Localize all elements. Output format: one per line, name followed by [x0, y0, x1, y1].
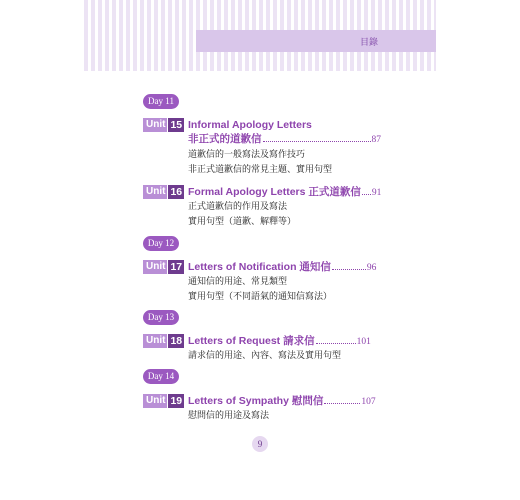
- unit-title[interactable]: [188, 394, 376, 409]
- unit-description: 正式道歉信的作用及寫法: [188, 201, 288, 211]
- dot-leader: [332, 269, 366, 270]
- unit-description: 非正式道歉信的常見主題、實用句型: [188, 164, 333, 174]
- unit-description: 實用句型（不同語氣的通知信寫法）: [188, 291, 333, 301]
- page-title: 目錄: [359, 37, 378, 47]
- unit-word: Unit: [143, 118, 167, 132]
- unit-word: Unit: [143, 394, 167, 408]
- unit-badge: [143, 185, 184, 199]
- unit-badge: [143, 394, 184, 408]
- unit-title-text: Letters of Request 請求信: [188, 335, 315, 347]
- dot-leader: [263, 141, 371, 142]
- unit-word: Unit: [143, 260, 167, 274]
- unit-title-text: Letters of Notification 通知信: [188, 261, 331, 273]
- unit-number: 17: [167, 260, 184, 274]
- unit-number: 18: [167, 334, 184, 348]
- unit-number: 19: [167, 394, 184, 408]
- dot-leader: [324, 403, 360, 404]
- page-number: 107: [361, 397, 376, 407]
- unit-description: 通知信的用途、常見類型: [188, 276, 288, 286]
- unit-title[interactable]: [188, 185, 381, 200]
- unit-description: 道歉信的一般寫法及寫作技巧: [188, 149, 306, 159]
- unit-badge: [143, 118, 184, 132]
- dot-leader: [362, 194, 371, 195]
- unit-title[interactable]: [188, 260, 376, 275]
- unit-description: 慰問信的用途及寫法: [188, 410, 270, 420]
- page-number: 91: [371, 188, 382, 198]
- unit-title-text: Formal Apology Letters 正式道歉信: [188, 186, 361, 198]
- page-number-footer: 9: [252, 436, 268, 452]
- unit-title-text: Letters of Sympathy 慰問信: [188, 395, 324, 407]
- unit-title-zh: 非正式的道歉信: [188, 133, 262, 145]
- unit-description: 請求信的用途、內容、寫法及實用句型: [188, 350, 342, 360]
- day-label: Day 11: [143, 94, 179, 109]
- unit-number: 15: [167, 118, 184, 132]
- page-number: 101: [356, 337, 371, 347]
- unit-word: Unit: [143, 334, 167, 348]
- day-label: Day 14: [143, 369, 179, 384]
- page-number: 96: [366, 263, 377, 273]
- unit-title[interactable]: Informal Apology Letters: [188, 119, 312, 131]
- unit-word: Unit: [143, 185, 167, 199]
- unit-title[interactable]: [188, 334, 371, 349]
- day-label: Day 13: [143, 310, 179, 325]
- dot-leader: [316, 343, 356, 344]
- unit-title-line2[interactable]: [188, 132, 381, 147]
- day-label: Day 12: [143, 236, 179, 251]
- unit-badge: [143, 260, 184, 274]
- unit-badge: [143, 334, 184, 348]
- unit-number: 16: [167, 185, 184, 199]
- unit-description: 實用句型（道歉、解釋等）: [188, 216, 297, 226]
- header-bar: [196, 30, 436, 52]
- page-number: 87: [371, 135, 381, 145]
